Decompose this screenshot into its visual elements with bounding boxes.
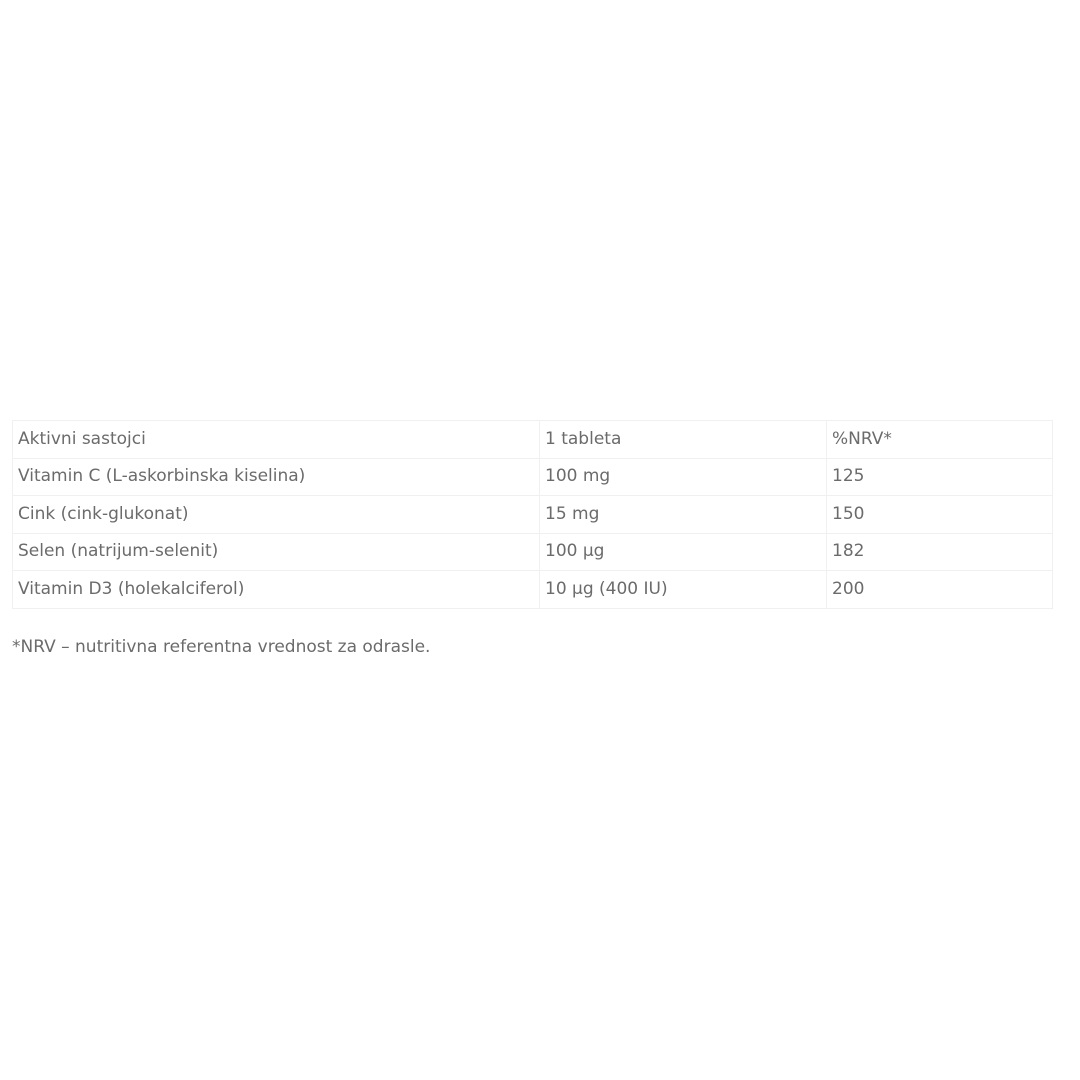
nrv-cell: 150 [827,496,1053,534]
nutrition-section [12,420,1052,657]
ingredient-cell: Vitamin D3 (holekalciferol) [13,571,540,609]
table-header-row [13,421,1053,459]
dose-cell: 100 mg [540,458,827,496]
dose-cell: 15 mg [540,496,827,534]
table-row [13,533,1053,571]
header-ingredient: Aktivni sastojci [13,421,540,459]
header-dose: 1 tableta [540,421,827,459]
nrv-cell: 200 [827,571,1053,609]
table-row [13,458,1053,496]
table-row [13,496,1053,534]
table-row [13,571,1053,609]
nutrition-table [12,420,1053,609]
dose-cell: 10 µg (400 IU) [540,571,827,609]
nrv-cell: 125 [827,458,1053,496]
nrv-footnote: *NRV – nutritivna referentna vrednost za odrasle. [12,636,431,657]
ingredient-cell: Cink (cink-glukonat) [13,496,540,534]
ingredient-cell: Vitamin C (L-askorbinska kiselina) [13,458,540,496]
dose-cell: 100 µg [540,533,827,571]
nrv-cell: 182 [827,533,1053,571]
header-nrv: %NRV* [827,421,1053,459]
ingredient-cell: Selen (natrijum-selenit) [13,533,540,571]
